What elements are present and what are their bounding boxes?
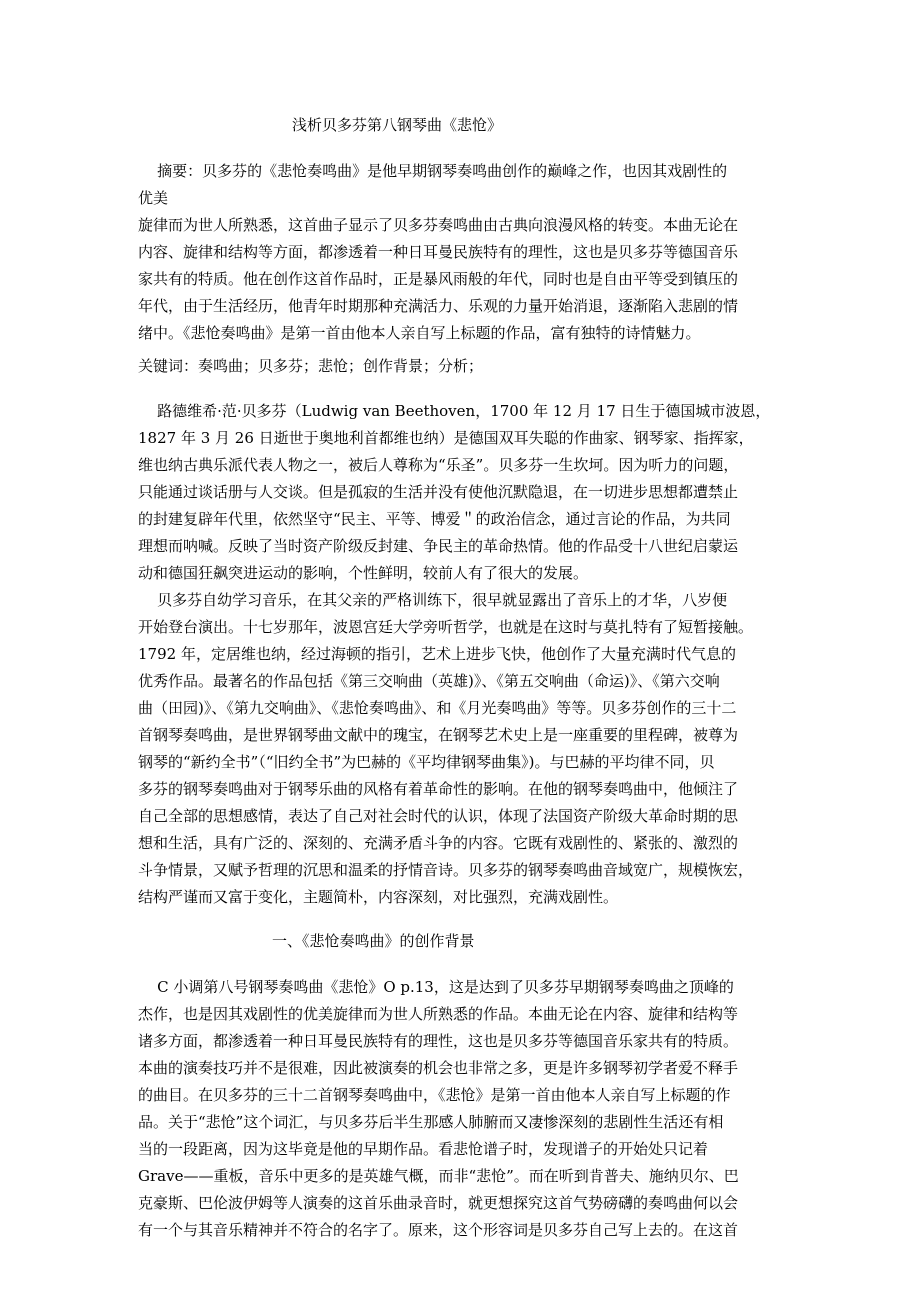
paragraph-line: 的曲目。在贝多芬的三十二首钢琴奏鸣曲中，《悲怆》是第一首由他本人亲自写上标题的作 [138, 1086, 731, 1104]
paragraph-line: 有一个与其音乐精神并不符合的名字了。原来，这个形容词是贝多芬自己写上去的。在这首 [138, 1221, 739, 1239]
paragraph-line: 克豪斯、巴伦波伊姆等人演奏的这首乐曲录音时，就更想探究这首气势磅礴的奏鸣曲何以会 [138, 1194, 739, 1212]
paragraph-line: 品。关于“悲怆”这个词汇，与贝多芬后半生那感人肺腑而又凄惨深刻的悲剧性生活还有相 [138, 1113, 724, 1131]
paragraph-line: 只能通过谈话册与人交谈。但是孤寂的生活并没有使他沉默隐退，在一切进步思想都遭禁止 [138, 483, 739, 501]
paragraph-line: 想和生活，具有广泛的、深刻的、充满矛盾斗争的内容。它既有戏剧性的、紧张的、激烈的 [138, 834, 739, 852]
paragraph-line: 本曲的演奏技巧并不是很难，因此被演奏的机会也非常之多，更是许多钢琴初学者爱不释手 [138, 1059, 739, 1077]
abstract-line: 年代，由于生活经历，他青年时期那种充满活力、乐观的力量开始消退，逐渐陷入悲剧的情 [138, 297, 739, 315]
section-heading: 一、《悲怆奏鸣曲》的创作背景 [272, 932, 475, 950]
paragraph-line: 的封建复辟年代里，依然坚守“民主、平等、博爱＂的政治信念，通过言论的作品，为共同 [138, 510, 731, 528]
abstract-line: 内容、旋律和结构等方面，都渗透着一种日耳曼民族特有的理性，这也是贝多芬等德国音乐 [138, 243, 739, 261]
paragraph-line: 诸多方面，都渗透着一种日耳曼民族特有的理性，这也是贝多芬等德国音乐家共有的特质。 [138, 1032, 739, 1050]
abstract-line: 优美 [138, 189, 169, 207]
paragraph-line: 维也纳古典乐派代表人物之一，被后人尊称为“乐圣”。贝多芬一生坎坷。因为听力的问题， [138, 456, 739, 474]
paragraph-line: 路德维希·范·贝多芬（Ludwig van Beethoven，1700 年 12 月 17 日生于德国城市波恩， [138, 402, 771, 420]
document-title: 浅析贝多芬第八钢琴曲《悲怆》 [292, 116, 503, 134]
paragraph-line: 1792 年，定居维也纳，经过海顿的指引，艺术上进步飞快，他创作了大量充满时代气息的 [138, 645, 736, 663]
abstract-line: 绪中。《悲怆奏鸣曲》是第一首由他本人亲自写上标题的作品，富有独特的诗情魅力。 [138, 324, 701, 342]
paragraph-line: 理想而呐喊。反映了当时资产阶级反封建、争民主的革命热情。他的作品受十八世纪启蒙运 [138, 537, 739, 555]
keywords: 关键词：奏鸣曲；贝多芬；悲怆；创作背景；分析； [138, 357, 484, 375]
paragraph-line: 结构严谨而又富于变化，主题简朴，内容深刻，对比强烈，充满戏剧性。 [138, 888, 619, 906]
paragraph-line: 首钢琴奏鸣曲，是世界钢琴曲文献中的瑰宝，在钢琴艺术史上是一座重要的里程碑，被尊为 [138, 726, 739, 744]
abstract-line: 家共有的特质。他在创作这首作品时，正是暴风雨般的年代，同时也是自由平等受到镇压的 [138, 270, 739, 288]
paragraph-line: 斗争情景，又赋予哲理的沉思和温柔的抒情音诗。贝多芬的钢琴奏鸣曲音域宽广，规模恢宏， [138, 861, 754, 879]
paragraph-line: C 小调第八号钢琴奏鸣曲《悲怆》O p.13，这是达到了贝多芬早期钢琴奏鸣曲之顶峰的 [138, 978, 734, 996]
abstract-line: 摘要：贝多芬的《悲怆奏鸣曲》是他早期钢琴奏鸣曲创作的巅峰之作，也因其戏剧性的 [138, 162, 728, 180]
paragraph-line: 当的一段距离，因为这毕竟是他的早期作品。看悲怆谱子时，发现谱子的开始处只记着 [138, 1140, 709, 1158]
paragraph-line: 优秀作品。最著名的作品包括《第三交响曲（英雄)》、《第五交响曲（命运)》、《第六交响 [138, 672, 720, 690]
paragraph-line: Grave——重板，音乐中更多的是英雄气概，而非“悲怆”。而在听到肯普夫、施纳贝尔、巴 [138, 1167, 739, 1185]
paragraph-line: 自己全部的思想感情，表达了自己对社会时代的认识，体现了法国资产阶级大革命时期的思 [138, 807, 739, 825]
paragraph-line: 贝多芬自幼学习音乐，在其父亲的严格训练下，很早就显露出了音乐上的才华，八岁便 [138, 591, 728, 609]
paragraph-line: 曲（田园)》、《第九交响曲》、《悲怆奏鸣曲》、和《月光奏鸣曲》等等。贝多芬创作的三十二 [138, 699, 737, 717]
paragraph-line: 杰作，也是因其戏剧性的优美旋律而为世人所熟悉的作品。本曲无论在内容、旋律和结构等 [138, 1005, 739, 1023]
paragraph-line: 多芬的钢琴奏鸣曲对于钢琴乐曲的风格有着革命性的影响。在他的钢琴奏鸣曲中，他倾注了 [138, 780, 739, 798]
abstract-line: 旋律而为世人所熟悉，这首曲子显示了贝多芬奏鸣曲由古典向浪漫风格的转变。本曲无论在 [138, 216, 739, 234]
paragraph-line: 1827 年 3 月 26 日逝世于奥地利首都维也纳）是德国双耳失聪的作曲家、钢琴家、指挥家， [138, 429, 754, 447]
paragraph-line: 开始登台演出。十七岁那年，波恩宫廷大学旁听哲学，也就是在这时与莫扎特有了短暂接触。 [138, 618, 754, 636]
paragraph-line: 钢琴的“新约全书”（“旧约全书”为巴赫的《平均律钢琴曲集》)。与巴赫的平均律不同，贝 [138, 753, 715, 771]
paragraph-line: 动和德国狂飙突进运动的影响，个性鲜明，较前人有了很大的发展。 [138, 564, 589, 582]
